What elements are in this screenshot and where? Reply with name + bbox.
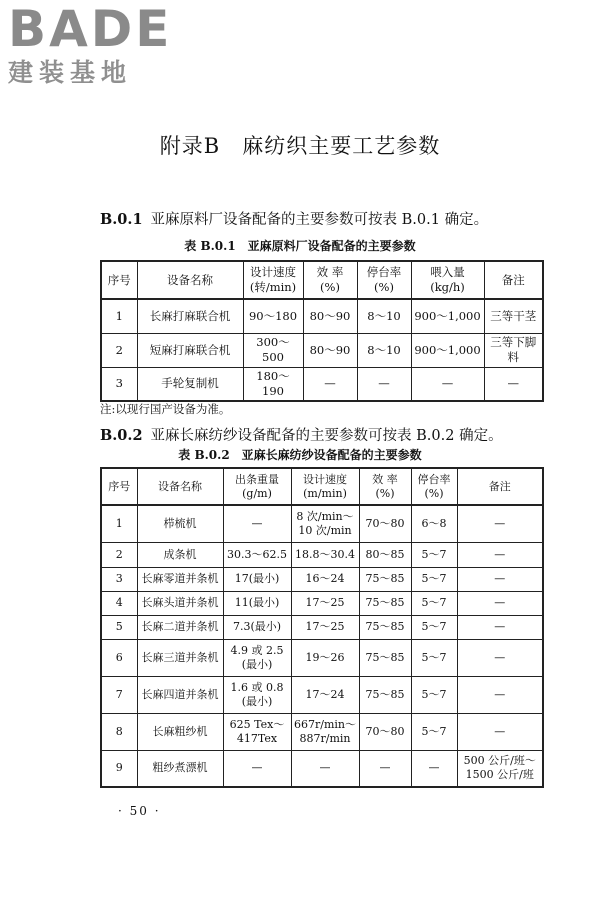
page-title: 附录B 麻纺织主要工艺参数 bbox=[159, 134, 441, 158]
table1-caption: 表 B.0.1 亚麻原料厂设备配备的主要参数 bbox=[184, 239, 416, 253]
table-cell: 栉梳机 bbox=[137, 505, 223, 542]
table-cell: 长麻零道并条机 bbox=[137, 567, 223, 591]
logo-mark: BADE bbox=[8, 0, 173, 58]
page-number: · 50 · bbox=[118, 804, 161, 818]
table-cell: 900～1,000 bbox=[411, 299, 484, 333]
table-cell: — bbox=[457, 676, 543, 713]
table-row bbox=[101, 713, 543, 750]
table-cell: 16～24 bbox=[291, 567, 359, 591]
table-cell: 75～85 bbox=[359, 676, 411, 713]
table-row bbox=[101, 591, 543, 615]
column-header: 设计速度 (转/min) bbox=[243, 261, 303, 299]
table-cell: 7 bbox=[101, 676, 137, 713]
table-cell: 成条机 bbox=[137, 542, 223, 567]
table-cell: 11(最小) bbox=[223, 591, 291, 615]
table-cell: 8～10 bbox=[357, 299, 411, 333]
table-cell: — bbox=[357, 367, 411, 401]
table-cell: 1 bbox=[101, 299, 137, 333]
column-header: 序号 bbox=[101, 468, 137, 505]
table-cell: 300～500 bbox=[243, 333, 303, 367]
section-heading-b01 bbox=[100, 208, 488, 229]
table-cell: 6 bbox=[101, 639, 137, 676]
table-cell: 667r/min～ 887r/min bbox=[291, 713, 359, 750]
table-cell: 5～7 bbox=[411, 567, 457, 591]
table-cell: 30.3～62.5 bbox=[223, 542, 291, 567]
table-cell: 500 公斤/班～ 1500 公斤/班 bbox=[457, 750, 543, 787]
table-row bbox=[101, 367, 543, 401]
section-text: 亚麻长麻纺纱设备配备的主要参数可按表 B.0.2 确定。 bbox=[150, 428, 503, 444]
table-cell: — bbox=[223, 750, 291, 787]
table-cell: 3 bbox=[101, 367, 137, 401]
table-cell: — bbox=[303, 367, 357, 401]
table-cell: 长麻粗纱机 bbox=[137, 713, 223, 750]
column-header: 效 率 (%) bbox=[303, 261, 357, 299]
column-header: 设计速度 (m/min) bbox=[291, 468, 359, 505]
table-cell: — bbox=[291, 750, 359, 787]
table-cell: 长麻三道并条机 bbox=[137, 639, 223, 676]
table-cell: 900～1,000 bbox=[411, 333, 484, 367]
table-row bbox=[101, 333, 543, 367]
table-cell: — bbox=[484, 367, 543, 401]
table-cell: 80～90 bbox=[303, 299, 357, 333]
table-cell: 180～190 bbox=[243, 367, 303, 401]
table-cell: 18.8～30.4 bbox=[291, 542, 359, 567]
table-cell: 长麻头道并条机 bbox=[137, 591, 223, 615]
table-cell: 8 bbox=[101, 713, 137, 750]
table-cell: 5～7 bbox=[411, 591, 457, 615]
table-cell: 2 bbox=[101, 542, 137, 567]
column-header: 备注 bbox=[484, 261, 543, 299]
table-cell: 粗纱煮漂机 bbox=[137, 750, 223, 787]
table-cell: — bbox=[223, 505, 291, 542]
table-cell: 6～8 bbox=[411, 505, 457, 542]
section-number: B.0.1 bbox=[100, 211, 143, 228]
table-cell: 5～7 bbox=[411, 713, 457, 750]
table-cell: 长麻二道并条机 bbox=[137, 615, 223, 639]
column-header: 设备名称 bbox=[137, 468, 223, 505]
table-cell: 5～7 bbox=[411, 615, 457, 639]
table-header-row bbox=[101, 261, 543, 299]
table-cell: 三等干茎 bbox=[484, 299, 543, 333]
table-cell: — bbox=[411, 750, 457, 787]
table-cell: — bbox=[411, 367, 484, 401]
table-cell: 90～180 bbox=[243, 299, 303, 333]
table-row bbox=[101, 299, 543, 333]
table-cell: 7.3(最小) bbox=[223, 615, 291, 639]
table-row bbox=[101, 567, 543, 591]
logo-subtitle: 建装基地 bbox=[8, 58, 133, 87]
column-header: 停台率 (%) bbox=[357, 261, 411, 299]
table-row bbox=[101, 615, 543, 639]
column-header: 效 率 (%) bbox=[359, 468, 411, 505]
table-cell: 3 bbox=[101, 567, 137, 591]
table-cell: 17～24 bbox=[291, 676, 359, 713]
table-cell: 9 bbox=[101, 750, 137, 787]
table-cell: 19～26 bbox=[291, 639, 359, 676]
table-cell: 625 Tex～ 417Tex bbox=[223, 713, 291, 750]
section-text: 亚麻原料厂设备配备的主要参数可按表 B.0.1 确定。 bbox=[150, 212, 489, 228]
column-header: 停台率 (%) bbox=[411, 468, 457, 505]
table-row bbox=[101, 676, 543, 713]
table-cell: — bbox=[457, 542, 543, 567]
table-cell: 75～85 bbox=[359, 567, 411, 591]
table-cell: — bbox=[457, 591, 543, 615]
table-cell: — bbox=[457, 713, 543, 750]
table-row bbox=[101, 505, 543, 542]
table-cell: 短麻打麻联合机 bbox=[137, 333, 243, 367]
table-cell: 1.6 或 0.8 (最小) bbox=[223, 676, 291, 713]
column-header: 出条重量 (g/m) bbox=[223, 468, 291, 505]
table-cell: 长麻打麻联合机 bbox=[137, 299, 243, 333]
table2-caption: 表 B.0.2 亚麻长麻纺纱设备配备的主要参数 bbox=[178, 448, 422, 462]
table-b01 bbox=[100, 260, 544, 402]
section-number: B.0.2 bbox=[100, 427, 143, 444]
table-cell: 4.9 或 2.5 (最小) bbox=[223, 639, 291, 676]
table-cell: 80～85 bbox=[359, 542, 411, 567]
table-cell: 70～80 bbox=[359, 713, 411, 750]
table-cell: 5～7 bbox=[411, 542, 457, 567]
table-cell: 17(最小) bbox=[223, 567, 291, 591]
table-cell: 70～80 bbox=[359, 505, 411, 542]
table-cell: 手轮复制机 bbox=[137, 367, 243, 401]
table-cell: 三等下脚料 bbox=[484, 333, 543, 367]
table-cell: 17～25 bbox=[291, 615, 359, 639]
table-cell: — bbox=[457, 639, 543, 676]
table-row bbox=[101, 639, 543, 676]
table-cell: — bbox=[457, 567, 543, 591]
table-cell: — bbox=[457, 505, 543, 542]
table-cell: 1 bbox=[101, 505, 137, 542]
table-cell: 80～90 bbox=[303, 333, 357, 367]
table-cell: — bbox=[359, 750, 411, 787]
table-row bbox=[101, 542, 543, 567]
table-cell: 长麻四道并条机 bbox=[137, 676, 223, 713]
table-header-row bbox=[101, 468, 543, 505]
table-cell: — bbox=[457, 615, 543, 639]
table-b02 bbox=[100, 467, 544, 788]
table-row bbox=[101, 750, 543, 787]
table-cell: 8 次/min～ 10 次/min bbox=[291, 505, 359, 542]
column-header: 设备名称 bbox=[137, 261, 243, 299]
table-cell: 75～85 bbox=[359, 615, 411, 639]
column-header: 备注 bbox=[457, 468, 543, 505]
column-header: 喂入量 (kg/h) bbox=[411, 261, 484, 299]
table-cell: 2 bbox=[101, 333, 137, 367]
table-cell: 75～85 bbox=[359, 591, 411, 615]
table-cell: 17～25 bbox=[291, 591, 359, 615]
column-header: 序号 bbox=[101, 261, 137, 299]
table-cell: 8～10 bbox=[357, 333, 411, 367]
table-cell: 4 bbox=[101, 591, 137, 615]
logo bbox=[8, 0, 173, 88]
table-cell: 5～7 bbox=[411, 639, 457, 676]
table-cell: 75～85 bbox=[359, 639, 411, 676]
table-cell: 5 bbox=[101, 615, 137, 639]
section-heading-b02 bbox=[100, 424, 503, 445]
table-cell: 5～7 bbox=[411, 676, 457, 713]
table-note: 注:以现行国产设备为准。 bbox=[100, 402, 231, 416]
